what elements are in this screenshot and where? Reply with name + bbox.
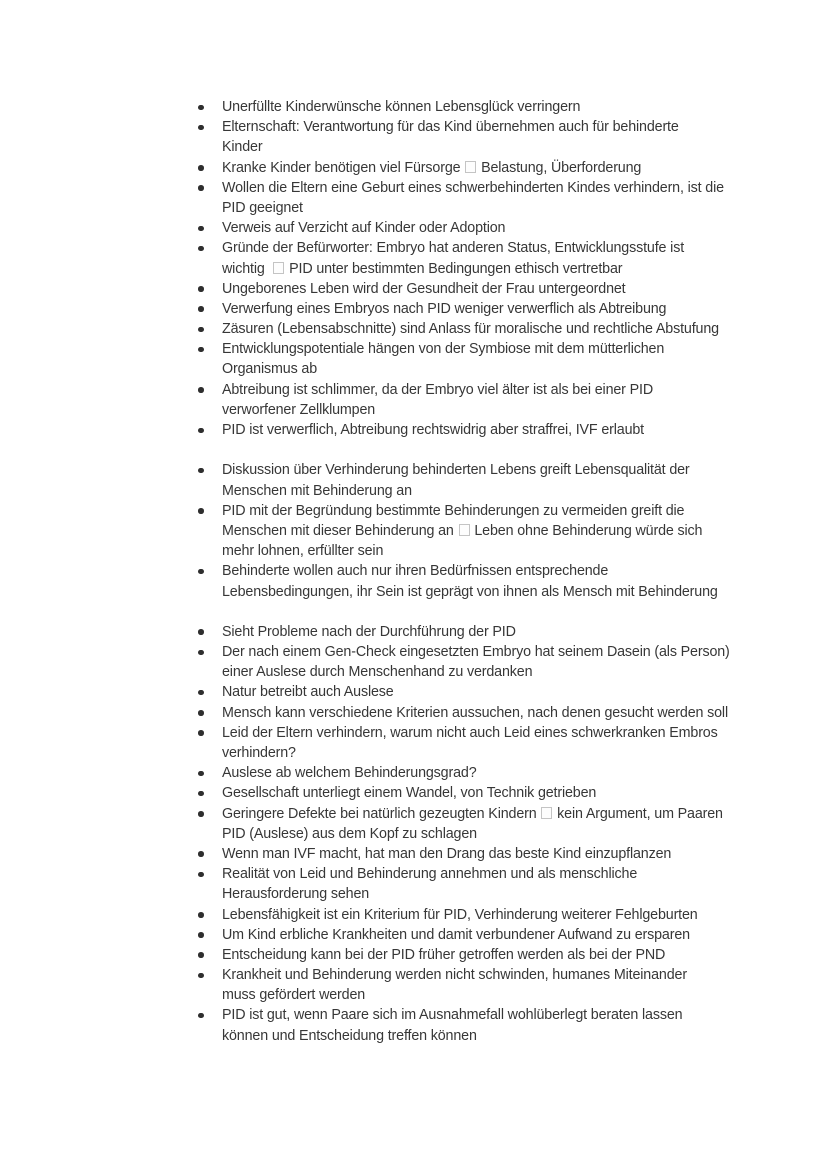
bullet-marker <box>197 218 222 238</box>
text-line: PID (Auslese) aus dem Kopf zu schlagen <box>222 825 477 842</box>
bullet-item <box>197 501 797 562</box>
bullet-dot-icon <box>198 165 204 171</box>
bullet-marker <box>197 905 222 925</box>
item-lines <box>222 117 797 157</box>
item-lines <box>222 501 797 562</box>
item-lines <box>222 158 797 178</box>
item-lines <box>222 299 797 319</box>
text-line: Der nach einem Gen-Check eingesetzten Embryo hat seinem Dasein (als Person) <box>222 644 730 661</box>
bullet-dot-icon <box>198 1013 204 1019</box>
bullet-item <box>197 299 797 319</box>
bullet-dot-icon <box>198 226 204 232</box>
text-line: Verweis auf Verzicht auf Kinder oder Adoption <box>222 220 506 237</box>
bullet-marker <box>197 299 222 319</box>
item-lines <box>222 279 797 299</box>
text-line: Kranke Kinder benötigen viel Fürsorge Belastung, Überforderung <box>222 159 642 176</box>
item-lines <box>222 319 797 339</box>
text-line: Lebensbedingungen, ihr Sein ist geprägt von ihnen als Mensch mit Behinderung <box>222 583 718 600</box>
list-block <box>197 622 797 1046</box>
bullet-dot-icon <box>198 569 204 575</box>
text-line: Menschen mit Behinderung an <box>222 482 412 499</box>
bullet-marker <box>197 925 222 945</box>
bullet-dot-icon <box>198 387 204 393</box>
missing-glyph-box-icon <box>465 161 476 173</box>
missing-glyph-box-icon <box>459 524 470 536</box>
text-line: Verwerfung eines Embryos nach PID weniger verwerflich als Abtreibung <box>222 300 667 317</box>
bullet-item <box>197 238 797 278</box>
item-lines <box>222 339 797 379</box>
item-lines <box>222 622 797 642</box>
item-lines <box>222 783 797 803</box>
bullet-dot-icon <box>198 468 204 474</box>
bullet-marker <box>197 561 222 581</box>
bullet-dot-icon <box>198 347 204 353</box>
text-line: Herausforderung sehen <box>222 886 370 903</box>
text-line: Gesellschaft unterliegt einem Wandel, von Technik getrieben <box>222 785 597 802</box>
bullet-item <box>197 1005 797 1045</box>
text-line: einer Auslese durch Menschenhand zu verdanken <box>222 664 533 681</box>
item-lines <box>222 460 797 500</box>
list-block <box>197 97 797 440</box>
bullet-marker <box>197 178 222 198</box>
bullet-marker <box>197 238 222 258</box>
item-lines <box>222 380 797 420</box>
bullet-dot-icon <box>198 690 204 696</box>
text-line: Kinder <box>222 139 263 156</box>
text-line: verhindern? <box>222 745 296 761</box>
bullet-marker <box>197 1005 222 1025</box>
bullet-marker <box>197 703 222 723</box>
text-line: Um Kind erbliche Krankheiten und damit verbundener Aufwand zu ersparen <box>222 926 690 943</box>
bullet-item <box>197 117 797 157</box>
text-line: Menschen mit dieser Behinderung an Leben ohne Behinderung würde sich <box>222 522 703 539</box>
bullet-dot-icon <box>198 811 204 817</box>
text-line: verworfener Zellklumpen <box>222 401 376 418</box>
text-line: Organismus ab <box>222 361 317 378</box>
item-lines <box>222 703 797 723</box>
text-line: Natur betreibt auch Auslese <box>222 684 394 701</box>
item-lines <box>222 723 797 763</box>
bullet-dot-icon <box>198 730 204 736</box>
text-line: Gründe der Befürworter: Embryo hat anderen Status, Entwicklungsstufe ist <box>222 240 685 257</box>
text-line: Sieht Probleme nach der Durchführung der PID <box>222 623 516 640</box>
text-line: Entwicklungspotentiale hängen von der Symbiose mit dem mütterlichen <box>222 341 665 358</box>
bullet-dot-icon <box>198 306 204 312</box>
bullet-dot-icon <box>198 952 204 958</box>
bullet-marker <box>197 460 222 480</box>
text-line: Wollen die Eltern eine Geburt eines schwerbehinderten Kindes verhindern, ist die <box>222 179 724 196</box>
text-line: PID geeignet <box>222 199 303 216</box>
bullet-dot-icon <box>198 932 204 938</box>
text-line: können und Entscheidung treffen können <box>222 1027 477 1044</box>
item-lines <box>222 804 797 844</box>
list-block <box>197 460 797 601</box>
bullet-dot-icon <box>198 791 204 797</box>
item-lines <box>222 218 797 238</box>
text-line: muss gefördert werden <box>222 987 366 1004</box>
item-lines <box>222 763 797 783</box>
bullet-marker <box>197 682 222 702</box>
bullet-item <box>197 642 797 682</box>
text-line: PID mit der Begründung bestimmte Behinderungen zu vermeiden greift die <box>222 502 685 519</box>
bullet-dot-icon <box>198 710 204 716</box>
bullet-item <box>197 178 797 218</box>
bullet-item <box>197 218 797 238</box>
bullet-item <box>197 158 797 178</box>
bullet-item <box>197 380 797 420</box>
text-line: mehr lohnen, erfüllter sein <box>222 543 384 560</box>
item-lines <box>222 844 797 864</box>
text-line: wichtig PID unter bestimmten Bedingungen ethisch vertretbar <box>222 260 623 277</box>
text-line: Wenn man IVF macht, hat man den Drang das beste Kind einzupflanzen <box>222 845 672 862</box>
bullet-marker <box>197 279 222 299</box>
bullet-item <box>197 97 797 117</box>
bullet-item <box>197 844 797 864</box>
text-line: Abtreibung ist schlimmer, da der Embryo viel älter ist als bei einer PID <box>222 381 653 398</box>
bullet-item <box>197 622 797 642</box>
bullet-item <box>197 905 797 925</box>
item-lines <box>222 864 797 904</box>
bullet-item <box>197 682 797 702</box>
bullet-item <box>197 965 797 1005</box>
item-lines <box>222 178 797 218</box>
item-lines <box>222 561 797 601</box>
bullet-dot-icon <box>198 650 204 656</box>
item-lines <box>222 238 797 278</box>
item-lines <box>222 1005 797 1045</box>
text-line: Unerfüllte Kinderwünsche können Lebensglück verringern <box>222 99 581 115</box>
text-line: PID ist gut, wenn Paare sich im Ausnahmefall wohlüberlegt beraten lassen <box>222 1007 683 1024</box>
bullet-item <box>197 319 797 339</box>
item-lines <box>222 945 797 965</box>
bullet-dot-icon <box>198 246 204 252</box>
item-lines <box>222 925 797 945</box>
text-line: Entscheidung kann bei der PID früher getroffen werden als bei der PND <box>222 946 666 963</box>
text-line: Leid der Eltern verhindern, warum nicht auch Leid eines schwerkranken Embros <box>222 724 718 741</box>
bullet-item <box>197 864 797 904</box>
bullet-marker <box>197 97 222 117</box>
bullet-marker <box>197 864 222 884</box>
bullet-item <box>197 460 797 500</box>
bullet-item <box>197 703 797 723</box>
text-line: PID ist verwerflich, Abtreibung rechtswidrig aber straffrei, IVF erlaubt <box>222 422 644 438</box>
text-line: Realität von Leid und Behinderung annehmen und als menschliche <box>222 866 638 883</box>
text-line: Behinderte wollen auch nur ihren Bedürfnissen entsprechende <box>222 563 609 580</box>
bullet-dot-icon <box>198 327 204 333</box>
missing-glyph-box-icon <box>541 807 552 819</box>
bullet-dot-icon <box>198 629 204 635</box>
bullet-item <box>197 420 797 440</box>
bullet-dot-icon <box>198 912 204 918</box>
bullet-item <box>197 763 797 783</box>
text-line: Mensch kann verschiedene Kriterien aussuchen, nach denen gesucht werden soll <box>222 704 728 721</box>
bullet-marker <box>197 319 222 339</box>
item-lines <box>222 965 797 1005</box>
bullet-dot-icon <box>198 185 204 191</box>
bullet-dot-icon <box>198 851 204 857</box>
missing-glyph-box-icon <box>273 262 284 274</box>
bullet-item <box>197 804 797 844</box>
bullet-dot-icon <box>198 105 204 111</box>
bullet-dot-icon <box>198 508 204 514</box>
bullet-dot-icon <box>198 973 204 979</box>
bullet-marker <box>197 844 222 864</box>
text-line: Lebensfähigkeit ist ein Kriterium für PID, Verhinderung weiterer Fehlgeburten <box>222 906 698 923</box>
bullet-marker <box>197 945 222 965</box>
bullet-marker <box>197 380 222 400</box>
bullet-marker <box>197 117 222 137</box>
text-line: Elternschaft: Verantwortung für das Kind übernehmen auch für behinderte <box>222 119 679 136</box>
bullet-dot-icon <box>198 771 204 777</box>
bullet-marker <box>197 501 222 521</box>
text-line: Krankheit und Behinderung werden nicht schwinden, humanes Miteinander <box>222 967 687 984</box>
bullet-marker <box>197 158 222 178</box>
bullet-marker <box>197 622 222 642</box>
item-lines <box>222 642 797 682</box>
bullet-item <box>197 561 797 601</box>
bullet-marker <box>197 420 222 440</box>
text-line: Ungeborenes Leben wird der Gesundheit der Frau untergeordnet <box>222 280 626 297</box>
text-line: Geringere Defekte bei natürlich gezeugten Kindern kein Argument, um Paaren <box>222 805 723 822</box>
bullet-marker <box>197 642 222 662</box>
bullet-dot-icon <box>198 125 204 131</box>
item-lines <box>222 905 797 925</box>
bullet-item <box>197 925 797 945</box>
document-body <box>197 97 797 1046</box>
bullet-marker <box>197 783 222 803</box>
item-lines <box>222 97 797 117</box>
bullet-dot-icon <box>198 428 204 434</box>
item-lines <box>222 420 797 440</box>
bullet-item <box>197 783 797 803</box>
bullet-marker <box>197 965 222 985</box>
bullet-item <box>197 339 797 379</box>
item-lines <box>222 682 797 702</box>
bullet-item <box>197 723 797 763</box>
text-line: Auslese ab welchem Behinderungsgrad? <box>222 765 477 782</box>
bullet-marker <box>197 723 222 743</box>
text-line: Diskussion über Verhinderung behinderten Lebens greift Lebensqualität der <box>222 462 690 479</box>
bullet-item <box>197 945 797 965</box>
bullet-marker <box>197 804 222 824</box>
bullet-item <box>197 279 797 299</box>
bullet-marker <box>197 339 222 359</box>
bullet-marker <box>197 763 222 783</box>
bullet-dot-icon <box>198 286 204 292</box>
text-line: Zäsuren (Lebensabschnitte) sind Anlass für moralische und rechtliche Abstufung <box>222 321 719 338</box>
bullet-dot-icon <box>198 872 204 878</box>
